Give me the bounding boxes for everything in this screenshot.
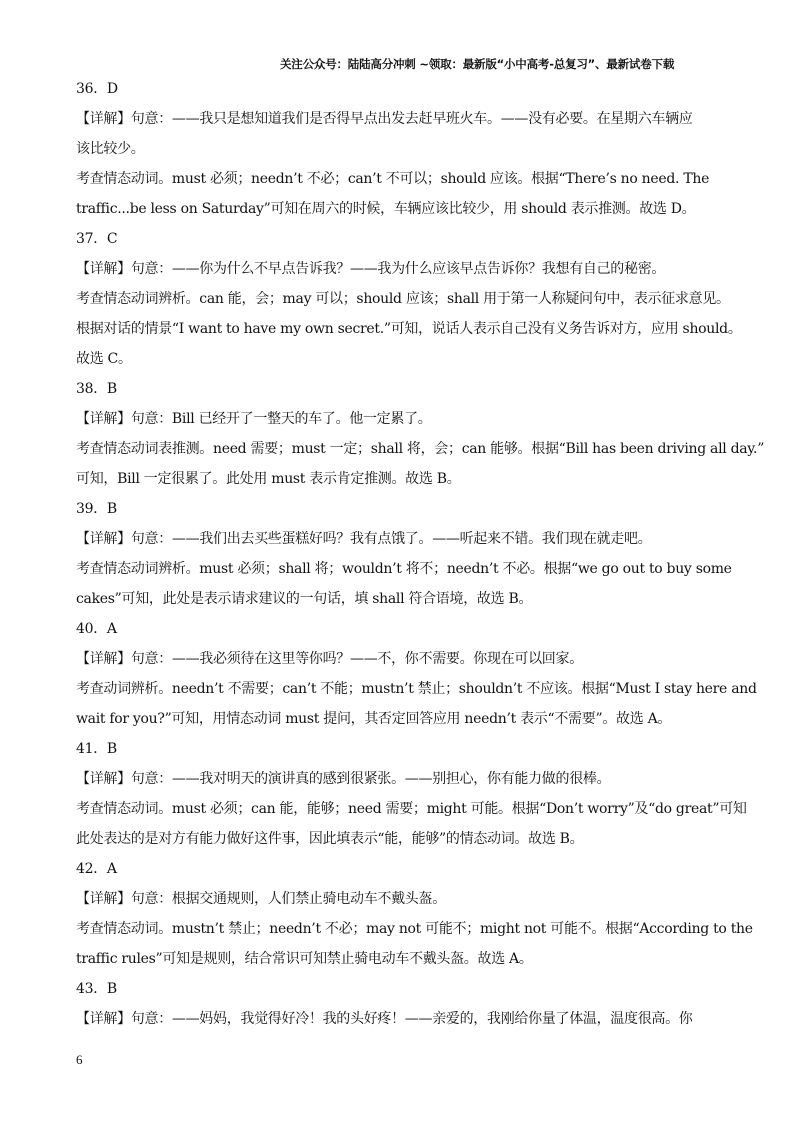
text-line: 40．A <box>76 621 117 637</box>
text-line: 考查情态动词。must 必须；can 能，能够；need 需要；might 可能。根据“Don’t worry”及“do great”可知 <box>76 801 747 817</box>
text-line: 41．B <box>76 741 117 757</box>
text-line: 该比较少。 <box>76 141 145 157</box>
text-line: 37．C <box>76 231 118 247</box>
text-line: 【详解】句意：根据交通规则，人们禁止骑电动车不戴头盔。 <box>76 891 446 907</box>
text-line: 考查情态动词。must 必须；needn’t 不必；can’t 不可以；should 应该。根据“There’s no need. The <box>76 171 710 187</box>
text-line: 38．B <box>76 381 117 397</box>
text-line: 36．D <box>76 81 118 97</box>
text-line: cakes”可知，此处是表示请求建议的一句话，填 shall 符合语境，故选 B。 <box>76 591 533 607</box>
text-line: traffic...be less on Saturday”可知在周六的时候，车辆应该比较少，用 should 表示推测。故选 D。 <box>76 201 696 217</box>
text-line: 43．B <box>76 981 117 997</box>
answer-explanations <box>76 74 765 1034</box>
text-line: 【详解】句意：——我必须待在这里等你吗？——不，你不需要。你现在可以回家。 <box>76 651 583 667</box>
text-line: wait for you?”可知，用情态动词 must 提问，其否定回答应用 needn’t 表示“不需要”。故选 A。 <box>76 711 672 727</box>
text-line: 故选 C。 <box>76 351 132 367</box>
text-line: 【详解】句意：——妈妈，我觉得好冷！我的头好疼！——亲爱的，我刚给你量了体温，温度很高。你 <box>76 1011 693 1027</box>
text-line: 考查动词辨析。needn’t 不需要；can’t 不能；mustn’t 禁止；shouldn’t 不应该。根据“Must I stay here and <box>76 681 757 697</box>
text-line: 考查情态动词辨析。must 必须；shall 将；wouldn’t 将不；needn’t 不必。根据“we go out to buy some <box>76 561 732 577</box>
text-line: 【详解】句意：——我对明天的演讲真的感到很紧张。——别担心，你有能力做的很棒。 <box>76 771 611 787</box>
page-header: 关注公众号：陆陆高分冲刺 ~领取：最新版“小中高考-总复习”、最新试卷下载 <box>280 57 675 71</box>
text-line: 考查情态动词。mustn’t 禁止；needn’t 不必；may not 可能不；might not 可能不。根据“According to the <box>76 921 753 937</box>
text-line: 【详解】句意：——我只是想知道我们是否得早点出发去赶早班火车。——没有必要。在星期六车辆应 <box>76 111 693 127</box>
text-line: 根据对话的情景“I want to have my own secret.”可知，说话人表示自己没有义务告诉对方，应用 should。 <box>76 321 742 337</box>
text-line: 考查情态动词辨析。can 能，会；may 可以；should 应该；shall 用于第一人称疑问句中，表示征求意见。 <box>76 291 730 307</box>
text-line: 【详解】句意：Bill 已经开了一整天的车了。他一定累了。 <box>76 411 432 427</box>
text-line: 42．A <box>76 861 117 877</box>
page-number: 6 <box>76 1052 83 1067</box>
text-line: 可知，Bill 一定很累了。此处用 must 表示肯定推测。故选 B。 <box>76 471 461 487</box>
text-line: traffic rules”可知是规则，结合常识可知禁止骑电动车不戴头盔。故选 A。 <box>76 951 533 967</box>
text-line: 此处表达的是对方有能力做好这件事，因此填表示“能，能够”的情态动词。故选 B。 <box>76 831 584 847</box>
text-line: 39．B <box>76 501 117 517</box>
text-line: 【详解】句意：——我们出去买些蛋糕好吗？我有点饿了。——听起来不错。我们现在就走吧。 <box>76 531 652 547</box>
text-line: 考查情态动词表推测。need 需要；must 一定；shall 将，会；can 能够。根据“Bill has been driving all day.” <box>76 441 765 457</box>
text-line: 【详解】句意：——你为什么不早点告诉我？——我为什么应该早点告诉你？我想有自己的秘密。 <box>76 261 666 277</box>
